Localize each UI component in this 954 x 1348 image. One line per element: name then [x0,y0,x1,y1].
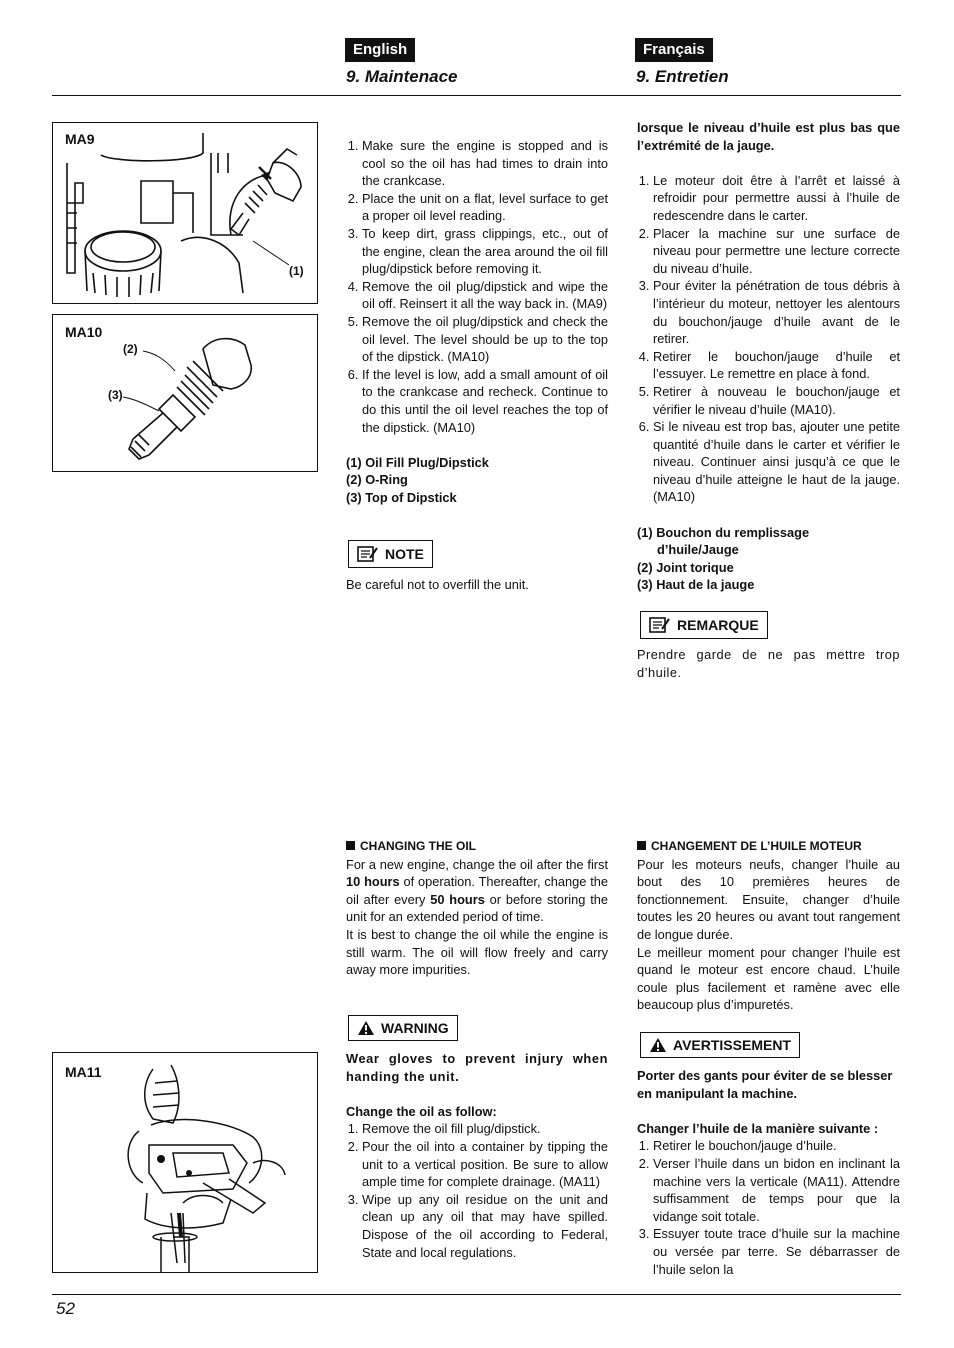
english-section-title: 9. Maintenace [346,67,458,86]
french-column [637,119,900,594]
list-item: 1. Le moteur doit être à l’arrêt et laissé à refroidir pour permettre aussi à l’huile de redescendre dans le carter. [653,172,900,225]
warning-callout [348,1015,458,1041]
list-item: 4. Retirer le bouchon/jauge d’huile et l’essuyer. Le remettre en place à fond. [653,348,900,383]
french-drain-steps [637,1067,900,1278]
list-item: 1. Remove the oil fill plug/dipstick. [362,1120,608,1138]
english-column [346,137,608,506]
french-section-title: 9. Entretien [636,67,729,86]
list-item: 3. To keep dirt, grass clippings, etc., out of the engine, clean the area around the oil fill plug/dipstick before removing it. [362,225,608,278]
part-label: (1) Bouchon du remplissage [637,524,810,540]
french-tab: Français [635,38,713,62]
paragraph: For a new engine, change the oil after the first 10 hours of operation. Thereafter, change the oil after every 50 hours or before storing the unit for an extended period of time. [346,856,609,925]
list-item: 6. Si le niveau est trop bas, ajouter une petite quantité d’huile dans le carter et vérifier le niveau. Continuer ainsi jusqu’à ce que le niveau d’huile atteigne le haut de la jauge. (MA10) [653,418,900,506]
list-item: 2. Place the unit on a flat, level surface to get a proper oil level reading. [362,190,608,225]
paragraph: Pour les moteurs neufs, changer l’huile au bout des 10 premières heures de fonctionnement. Ensuite, changer d’huile toutes les 20 heures ou avant tout rangement de longue durée. [637,856,900,942]
list-item: 3. Wipe up any oil residue on the unit and clean up any oil that may have spilled. Dispose of the oil according to Federal, State and local regulations. [362,1191,608,1261]
dipstick-detail-illustration [53,315,317,471]
page-number: 52 [56,1299,75,1318]
paragraph: Le meilleur moment pour changer l’huile est quand le moteur est encore chaud. L’huile coule plus facilement et ramène avec elle beaucoup plus d’impuretés. [637,944,900,1013]
oil-drain-illustration [53,1053,317,1272]
english-tab: English [345,38,415,62]
list-item: 5. Retirer à nouveau le bouchon/jauge et vérifier le niveau d’huile (MA10). [653,383,900,418]
intro-text: lorsque le niveau d’huile est plus bas que l’extrémité de la jauge. [637,120,900,153]
note-text: Prendre garde de ne pas mettre trop d’huile. [637,647,900,680]
note-text: Be careful not to overfill the unit. [346,577,529,592]
list-item: 6. If the level is low, add a small amount of oil to the crankcase and recheck. Continue to do this until the oil level reaches the top of the dipstick. (MA10) [362,366,608,436]
figure-label: MA9 [65,131,95,147]
english-change-oil [346,838,608,979]
figure-ma10 [52,314,318,472]
part-label: (2) O-Ring [346,472,408,488]
part-label: (3) Haut de la jauge [637,577,755,593]
note-callout [348,540,433,568]
warning-text: Porter des gants pour éviter de se blesser en manipulant la machine. [637,1068,893,1101]
warning-label: AVERTISSEMENT [673,1037,791,1053]
figure-ma11 [52,1052,318,1273]
note-icon [649,616,671,634]
note-callout [640,611,768,639]
callout-label: (2) [123,342,138,356]
part-label: (2) Joint torique [637,559,734,575]
change-oil-steps [346,1120,608,1261]
section-heading: CHANGING THE OIL [346,838,608,856]
figure-label: MA11 [65,1064,102,1080]
square-bullet-icon [346,841,355,850]
part-label: (1) Oil Fill Plug/Dipstick [346,454,489,470]
change-oil-steps [637,1137,900,1278]
warning-callout [640,1032,800,1058]
subheading: Changer l’huile de la manière suivante : [637,1120,879,1136]
list-item: 1. Make sure the engine is stopped and is cool so the oil has had times to drain into the crankcase. [362,137,608,190]
square-bullet-icon [637,841,646,850]
list-item: 1. Retirer le bouchon/jauge d’huile. [653,1137,900,1155]
paragraph: It is best to change the oil while the engine is still warm. The oil will flow freely and carry away more impurities. [346,926,608,978]
figure-ma9 [52,122,318,304]
note-label: REMARQUE [677,617,759,633]
list-item: 5. Remove the oil plug/dipstick and check the oil level. The level should be up to the top of the dipstick. (MA10) [362,313,608,366]
note-icon [357,545,379,563]
list-item: 2. Placer la machine sur une surface de niveau pour permettre une lecture correcte du niveau d’huile. [653,225,900,278]
list-item: 3. Essuyer toute trace d’huile sur la machine ou versée par terre. Se débarrasser de l’huile selon la [653,1225,900,1278]
callout-label: (1) [289,264,304,278]
part-label: d’huile/Jauge [657,542,739,558]
list-item: 4. Remove the oil plug/dipstick and wipe the oil off. Reinsert it all the way back in. (MA9) [362,278,608,313]
list-item: 3. Pour éviter la pénétration de tous débris à l’intérieur du moteur, nettoyer les alentours du bouchon/jauge d’huile avant de le retirer. [653,277,900,347]
warning-text: Wear gloves to prevent injury when handing the unit. [346,1051,608,1084]
list-item: 2. Pour the oil into a container by tipping the unit to a vertical position. Be sure to allow ample time for complete drainage. (MA11) [362,1138,608,1191]
footer-rule [52,1294,901,1295]
callout-label: (3) [108,388,123,402]
warning-icon [357,1020,375,1036]
oil-dipstick-removal-illustration [53,123,317,303]
check-oil-steps [346,137,608,436]
english-drain-steps [346,1050,608,1261]
section-heading: CHANGEMENT DE L’HUILE MOTEUR [637,838,900,856]
figure-label: MA10 [65,324,103,340]
subheading: Change the oil as follow: [346,1103,497,1119]
part-label: (3) Top of Dipstick [346,489,457,505]
check-oil-steps [637,172,900,506]
french-change-oil [637,838,900,1014]
header-rule [52,95,901,96]
warning-label: WARNING [381,1020,449,1036]
note-label: NOTE [385,546,424,562]
warning-icon [649,1037,667,1053]
list-item: 2. Verser l’huile dans un bidon en inclinant la machine vers la verticale (MA11). Attendre suffisamment de temps pour que la vidange soit totale. [653,1155,900,1225]
